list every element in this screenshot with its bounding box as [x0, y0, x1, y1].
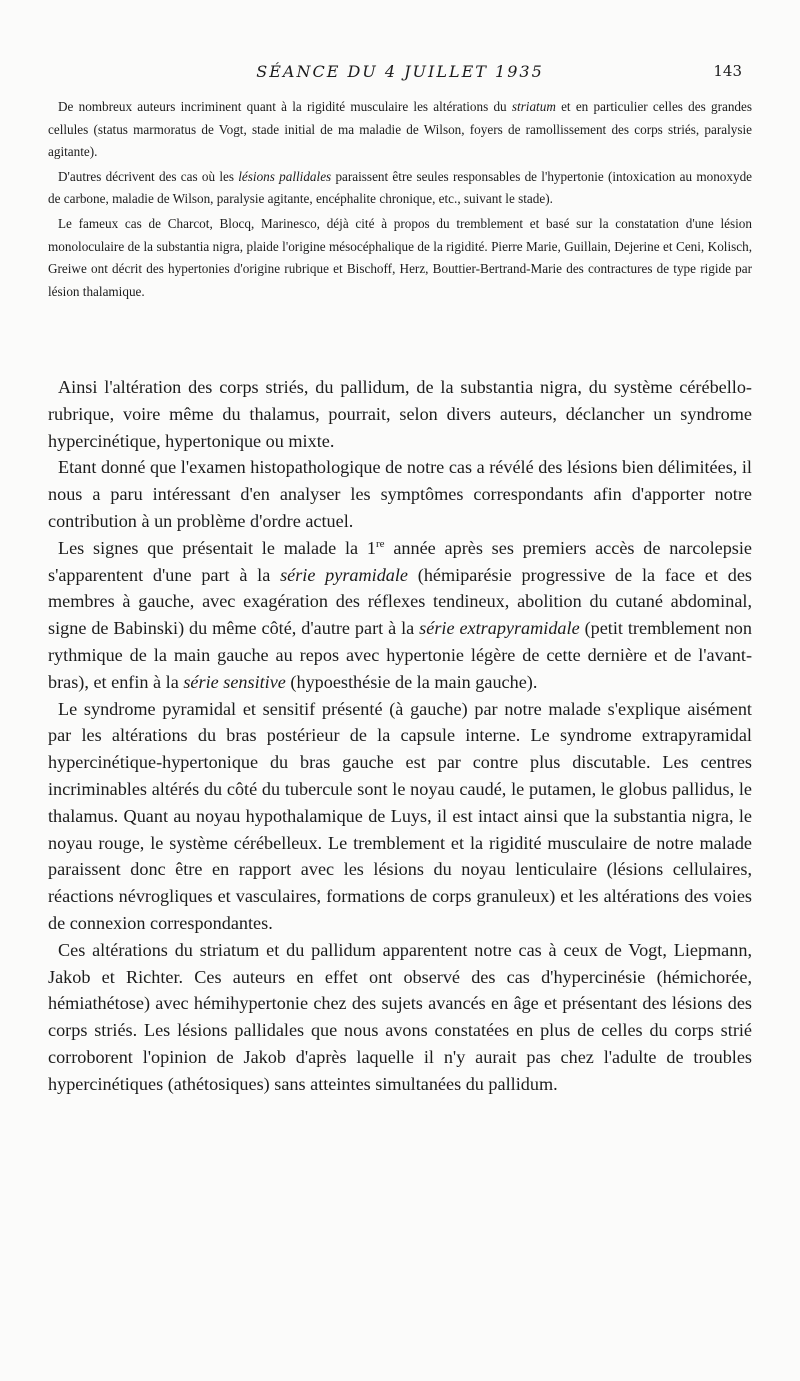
small-print-section: [48, 96, 752, 305]
small-paragraph-3: Le fameux cas de Charcot, Blocq, Marinesco, déjà cité à propos du tremblement et basé sur la constatation d'une lésion monoloculaire de la substantia nigra, plaide l'origine mésocéphalique de la rigidité. Pierre Marie, Guillain, Dejerine et Ceni, Kolisch, Greiwe ont décrit des hypertonies d'origine rubrique et Bischoff, Herz, Bouttier-Bertrand-Marie des contractures de type rigide par lésion thalamique.: [48, 215, 752, 299]
body-text-section: [48, 374, 752, 1098]
running-title: SÉANCE DU 4 JUILLET 1935: [256, 62, 544, 81]
page-number: 143: [713, 62, 742, 80]
body-paragraph-2: Etant donné que l'examen histopathologique de notre cas a révélé des lésions bien délimitées, il nous a paru intéressant d'en analyser les symptômes correspondants afin d'apporter notre contribution à un problème d'ordre actuel.: [48, 457, 752, 531]
small-paragraph-2: D'autres décrivent des cas où les lésions pallidales paraissent être seules responsables de l'hypertonie (intoxication au monoxyde de carbone, maladie de Wilson, paralysie agitante, encéphalite chronique, etc., suivant le stade).: [48, 168, 753, 207]
page-header: [48, 62, 752, 88]
body-paragraph-4: Le syndrome pyramidal et sensitif présenté (à gauche) par notre malade s'explique aisément par les altérations du bras postérieur de la capsule interne. Le syndrome extrapyramidal hypercinétique-hypertonique du bras gauche est par contre plus discutable. Les centres incriminables altérés du côté du tubercule sont le noyau caudé, le putamen, le globus pallidus, le thalamus. Quant au noyau hypothalamique de Luys, il est intact ainsi que la substantia nigra, le noyau rouge, le système cérébelleux. Le tremblement et la rigidité musculaire de notre malade paraissent donc être en rapport avec les lésions du noyau lenticulaire (lésions cellulaires, réactions névrogliques et vasculaires, formations de corps granuleux) et les altérations des voies de connexion correspondantes.: [48, 698, 752, 933]
body-paragraph-1: Ainsi l'altération des corps striés, du pallidum, de la substantia nigra, du système cérébello-rubrique, voire même du thalamus, pourrait, selon divers auteurs, déclancher un syndrome hypercinétique, hypertonique ou mixte.: [48, 377, 752, 451]
small-paragraph-1: De nombreux auteurs incriminent quant à la rigidité musculaire les altérations du striatum et en particulier celles des grandes cellules (status marmoratus de Vogt, stade initial de ma maladie de Wilson, foyers de ramollissement des corps striés, paralysie agitante).: [48, 99, 752, 160]
body-paragraph-5: Ces altérations du striatum et du pallidum apparentent notre cas à ceux de Vogt, Liepmann, Jakob et Richter. Ces auteurs en effet ont observé des cas d'hypercinésie (hémichorée, hémiathétose) avec hémihypertonie chez des sujets avancés en âge et présentant des lésions des corps striés. Les lésions pallidales que nous avons constatées en plus de celles du corps strié corroborent l'opinion de Jakob d'après laquelle il n'y aurait pas chez l'adulte de troubles hypercinétiques (athétosiques) sans atteintes simultanées du pallidum.: [48, 939, 752, 1094]
body-paragraph-3: Les signes que présentait le malade la 1re année après ses premiers accès de narcolepsie s'apparentent d'une part à la série pyramidale (hémiparésie progressive de la face et des membres à gauche, avec exagération des réflexes tendineux, abolition du cutané abdominal, signe de Babinski) du même côté, d'autre part à la série extrapyramidale (petit tremblement non rythmique de la main gauche au repos avec hypertonie légère de cette dernière et de l'avant-bras), et enfin à la série sensitive (hypoesthésie de la main gauche).: [48, 537, 753, 692]
